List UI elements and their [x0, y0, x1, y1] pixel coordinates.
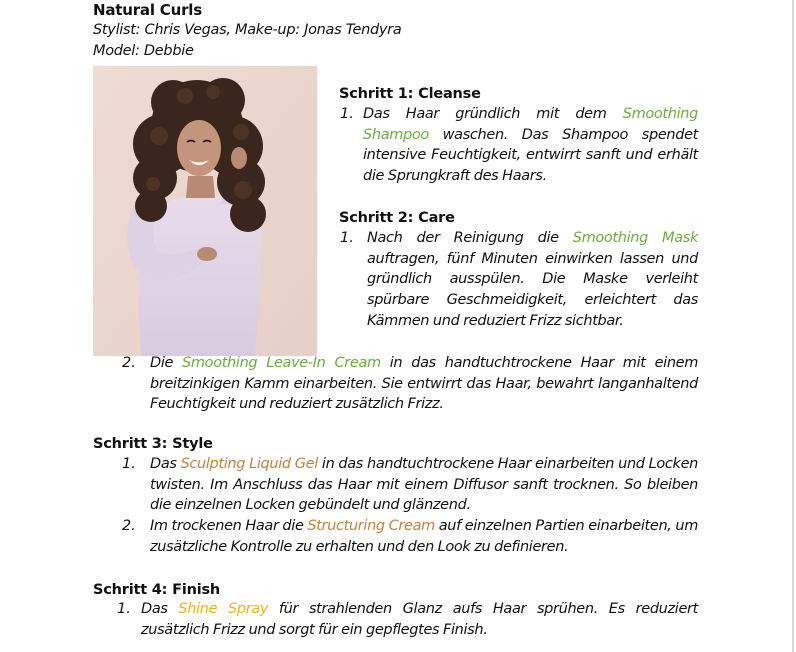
step-2-item-1	[367, 228, 698, 332]
step-4-heading: Schritt 4: Finish	[93, 582, 221, 598]
step-1-item-1	[363, 104, 698, 187]
step-2-heading: Schritt 2: Care	[339, 210, 455, 226]
step-3-item-2	[150, 516, 698, 557]
product-structuring-cream: Structuring Cream	[307, 518, 435, 534]
step-3-item-2-text-before: Im trockenen Haar die	[150, 518, 308, 534]
product-sculpting-liquid-gel: Sculpting Liquid Gel	[180, 456, 318, 472]
step-4-item-1	[141, 599, 698, 640]
step-2-item-1-text-after: auftragen, fünf Minuten einwirken lassen und gründlich ausspülen. Die Maske verleiht spürbare Geschmeidigkeit, erleichtert das Kämmen und reduziert Frizz sichtbar.	[367, 250, 698, 329]
page-title: Natural Curls	[93, 1, 202, 19]
step-2-item-1-text-before: Nach der Reinigung die	[367, 230, 573, 246]
step-3-item-1-text-after: in das handtuchtrockene Haar einarbeiten und Locken twisten. Im Anschluss das Haar mit einem Diffusor sanft trocknen. So bleiben die einzelnen Locken gebündelt und glänzend.	[150, 456, 698, 514]
step-2-item-2-number: 2.	[122, 355, 136, 371]
step-1-item-1-number: 1.	[340, 106, 354, 122]
credit-stylist-makeup: Stylist: Chris Vegas, Make-up: Jonas Tendyra	[93, 22, 402, 38]
step-3-heading: Schritt 3: Style	[93, 436, 213, 452]
step-3-item-2-text-after: auf einzelnen Partien einarbeiten, um zusätzliche Kontrolle zu erhalten und den Look zu definieren.	[150, 518, 698, 555]
step-3-item-2-number: 2.	[122, 518, 136, 534]
step-1-item-1-text-after: waschen. Das Shampoo spendet intensive Feuchtigkeit, entwirrt sanft und erhält die Sprungkraft des Haars.	[363, 126, 698, 185]
step-3-item-1	[150, 454, 698, 516]
step-2-item-2	[150, 353, 698, 415]
step-1-item-1-text-before: Das Haar gründlich mit dem	[363, 106, 623, 122]
step-4-item-1-number: 1.	[117, 601, 131, 617]
page-edge-divider	[792, 0, 794, 652]
product-smoothing-shampoo: Smoothing Shampoo	[363, 106, 698, 143]
step-3-item-1-number: 1.	[122, 456, 136, 472]
step-3-item-1-text-before: Das	[150, 456, 181, 472]
step-2-item-2-text-after: in das handtuchtrockene Haar mit einem breitzinkigen Kamm einarbeiten. Sie entwirrt das Haar, bewahrt langanhaltend Feuchtigkeit und reduziert zusätzlich Frizz.	[150, 355, 698, 413]
step-4-item-1-text-after: für strahlenden Glanz aufs Haar sprühen. Es reduziert zusätzlich Frizz und sorgt für ein gepflegtes Finish.	[141, 601, 698, 638]
product-shine-spray: Shine Spray	[178, 601, 269, 617]
step-2-item-2-text-before: Die	[150, 355, 183, 371]
credit-model: Model: Debbie	[93, 43, 194, 59]
step-2-item-1-number: 1.	[340, 230, 354, 246]
product-smoothing-mask: Smoothing Mask	[572, 230, 698, 246]
step-1-heading: Schritt 1: Cleanse	[339, 86, 481, 102]
model-portrait-image	[93, 66, 317, 356]
product-smoothing-leave-in-cream: Smoothing Leave-In Cream	[182, 355, 381, 371]
portrait-illustration	[93, 66, 317, 356]
step-4-item-1-text-before: Das	[141, 601, 179, 617]
